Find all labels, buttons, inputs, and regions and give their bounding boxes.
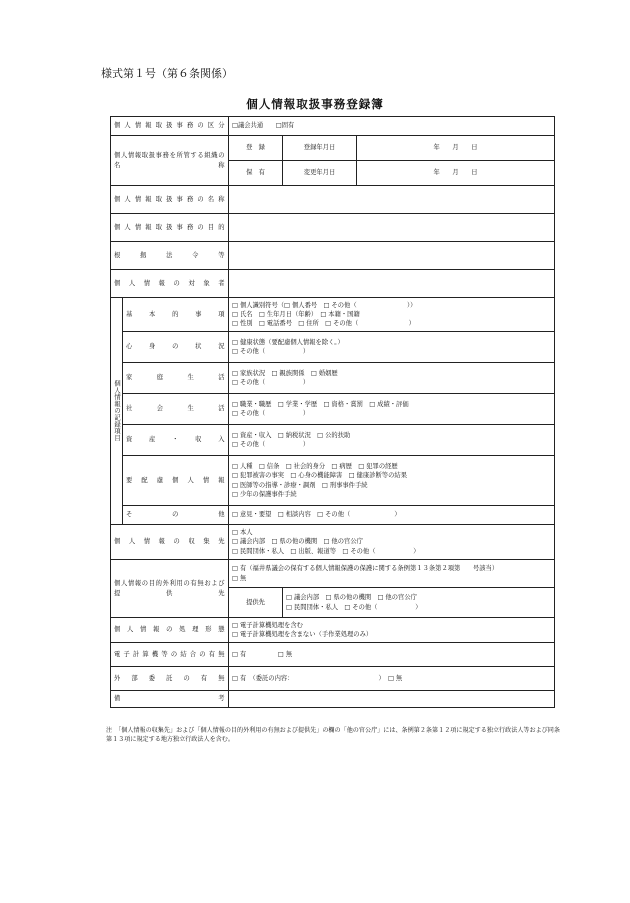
- row-basic: [111, 298, 555, 332]
- row-subject: [111, 270, 555, 298]
- org-change-date[interactable]: 年 月 日: [357, 161, 555, 186]
- provide-line: □ 民間団体・私人 □ その他（ ）: [286, 603, 422, 611]
- social-line: □ 職業・職歴 □ 学業・学歴 □ 資格・賞罰 □ 成績・評価: [232, 400, 409, 408]
- assets-options[interactable]: [229, 425, 555, 456]
- name-value[interactable]: [229, 186, 555, 214]
- subject-value[interactable]: [229, 270, 555, 298]
- sensitive-line: □ 少年の保護事件手続: [232, 490, 297, 498]
- basic-line: □ 性別 □ 電話番号 □ 住所 □ その他（ ）: [232, 320, 415, 328]
- usage-line: □ 有（福井県議会の保有する個人情報保護の保護に関する条例第１３条第２項第 号該当）: [232, 565, 499, 573]
- org-reg-date[interactable]: 年 月 日: [357, 136, 555, 161]
- mind-line: □ その他（ ）: [232, 348, 310, 355]
- social-options[interactable]: [229, 394, 555, 425]
- row-org-registered: [111, 136, 555, 161]
- category-value[interactable]: □議会共通 □固有: [229, 117, 555, 136]
- row-other: [111, 506, 555, 525]
- assets-label: 資産・収入: [123, 425, 229, 456]
- outsourcing-options[interactable]: □ 有 （委託の内容： ） □ 無: [229, 667, 555, 691]
- law-value[interactable]: [229, 242, 555, 270]
- row-category: [111, 117, 555, 136]
- remarks-label: 備考: [111, 691, 229, 708]
- remarks-value[interactable]: [229, 691, 555, 708]
- purpose-value[interactable]: [229, 214, 555, 242]
- provide-label: 提供先: [229, 588, 283, 618]
- source-line: □ 民間団体・私人 □ 出版、報道等 □ その他（ ）: [232, 547, 420, 555]
- row-law: [111, 242, 555, 270]
- row-processing: [111, 618, 555, 643]
- page-title: 個人情報取扱事務登録簿: [246, 97, 384, 111]
- record-items-side-label: 個人情報の記録項目: [111, 298, 123, 525]
- family-options[interactable]: [229, 363, 555, 394]
- outsourcing-label: 外部委託の有無: [111, 667, 229, 691]
- source-options[interactable]: [229, 525, 555, 560]
- usage-line: □ 無: [232, 574, 247, 582]
- row-sensitive: [111, 456, 555, 506]
- family-line: □ 家族状況 □ 親族関係 □ 婚姻歴: [232, 369, 338, 377]
- org-reg-label: 登 録: [229, 136, 283, 161]
- linkage-label: 電子計算機等の結合の有無: [111, 643, 229, 667]
- sensitive-label: 要配慮個人情報: [123, 456, 229, 506]
- purpose-label: 個人情報取扱事務の目的: [111, 214, 229, 242]
- sensitive-line: □ 犯罪被害の事実 □ 心身の機能障害 □ 健康診断等の結果: [232, 472, 407, 480]
- usage-options[interactable]: [229, 560, 555, 588]
- form-number: 様式第１号（第６条関係）: [101, 67, 233, 80]
- source-line: □ 本人: [232, 529, 253, 537]
- category-label: 個人情報取扱事務の区分: [111, 117, 229, 136]
- linkage-options[interactable]: □ 有 □ 無: [229, 643, 555, 667]
- row-remarks: [111, 691, 555, 708]
- family-line: □ その他（ ）: [232, 379, 310, 386]
- basic-line: □ 個人識別符号（□ 個人番号 □ その他（ ））: [232, 301, 417, 309]
- usage-label: 個人情報の目的外利用の有無および提供先: [111, 560, 229, 618]
- subject-label: 個人情報の対象者: [111, 270, 229, 298]
- processing-options[interactable]: [229, 618, 555, 643]
- source-label: 個人情報の収集先: [111, 525, 229, 560]
- sensitive-options[interactable]: [229, 456, 555, 506]
- assets-line: □ 資産・収入 □ 納税状況 □ 公的扶助: [232, 431, 351, 439]
- org-reg-date-label: 登録年月日: [283, 136, 357, 161]
- source-line: □ 議会内部 □ 県の他の機関 □ 他の官公庁: [232, 538, 363, 546]
- social-label: 社会生活: [123, 394, 229, 425]
- row-usage: [111, 560, 555, 588]
- processing-line: □ 電子計算機処理を含まない（手作業処理のみ）: [232, 631, 373, 638]
- footnote: 注 「個人情報の収集先」および「個人情報の目的外利用の有無および提供先」の欄の「他の官公庁」には、条例第２条第１２項に規定する独立行政法人等および同条第１３項に規定する地方独立行政法人を含む。: [106, 727, 560, 743]
- provide-options[interactable]: [283, 588, 555, 618]
- mind-options[interactable]: [229, 332, 555, 363]
- name-label: 個人情報取扱事務の名称: [111, 186, 229, 214]
- other-label: その他: [123, 506, 229, 525]
- row-family: [111, 363, 555, 394]
- other-options[interactable]: □ 意見・要望 □ 相談内容 □ その他（ ）: [229, 506, 555, 525]
- org-hold-label: 保 有: [229, 161, 283, 186]
- row-mind: [111, 332, 555, 363]
- row-outsourcing: [111, 667, 555, 691]
- row-assets: [111, 425, 555, 456]
- row-name: [111, 186, 555, 214]
- row-linkage: [111, 643, 555, 667]
- processing-line: □ 電子計算機処理を含む: [232, 621, 303, 629]
- row-source: [111, 525, 555, 560]
- org-change-date-label: 変更年月日: [283, 161, 357, 186]
- row-social: [111, 394, 555, 425]
- registry-table: [110, 116, 555, 708]
- sensitive-line: □ 人種 □ 信条 □ 社会的身分 □ 病歴 □ 犯罪の経歴: [232, 463, 398, 471]
- row-purpose: [111, 214, 555, 242]
- family-label: 家庭生活: [123, 363, 229, 394]
- basic-line: □ 氏名 □ 生年月日（年齢） □ 本籍・国籍: [232, 310, 360, 318]
- social-line: □ その他（ ）: [232, 410, 310, 417]
- provide-line: □ 議会内部 □ 県の他の機関 □ 他の官公庁: [286, 594, 417, 602]
- basic-label: 基本的事項: [123, 298, 229, 332]
- processing-label: 個人情報の処理形態: [111, 618, 229, 643]
- basic-options[interactable]: [229, 298, 555, 332]
- mind-label: 心身の状況: [123, 332, 229, 363]
- mind-line: □ 健康状態（要配慮個人情報を除く。）: [232, 338, 344, 346]
- law-label: 根拠法令等: [111, 242, 229, 270]
- sensitive-line: □ 医師等の指導・診療・調剤 □ 刑事事件手続: [232, 481, 368, 489]
- org-label: 個人情報取扱事務を所管する組織の名称: [111, 136, 229, 186]
- assets-line: □ その他（ ）: [232, 441, 310, 448]
